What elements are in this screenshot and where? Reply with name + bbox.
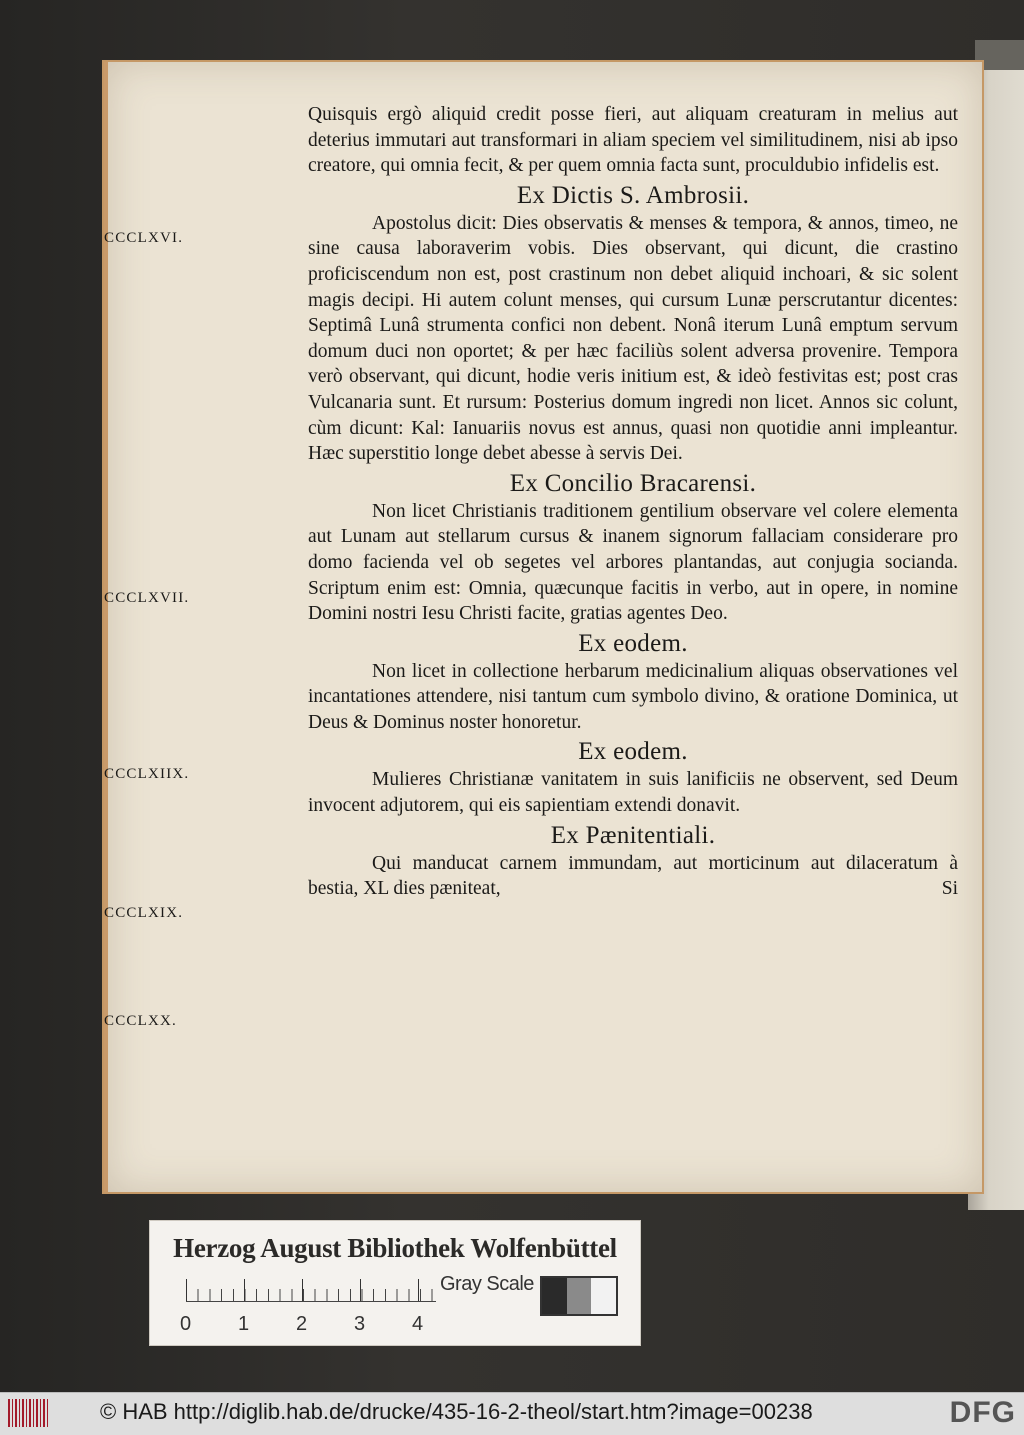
page-text — [308, 102, 958, 902]
dfg-logo: DFG — [949, 1396, 1016, 1429]
ruler-number-2: 2 — [296, 1313, 308, 1335]
margin-number-4: CCCLXIX. — [104, 905, 184, 921]
opening-paragraph: Quisquis ergò aliquid credit posse fieri, aut aliquam creaturam in melius aut deterius immutari aut transformari in aliam speciem vel similitudinem, nisi ab ipso creatore, qui omnia fecit, & per quem omnia facta sunt, proculdubio infidelis est. — [308, 104, 958, 177]
ruler-number-0: 0 — [180, 1313, 192, 1335]
measurement-ruler — [186, 1279, 436, 1302]
ruler-tick — [360, 1279, 361, 1301]
section-heading-5: Ex Pænitentiali. — [550, 821, 716, 849]
margin-number-1: CCCLXVI. — [104, 230, 184, 246]
viewer-footer — [0, 1392, 1024, 1435]
ruler-tick — [244, 1279, 245, 1301]
ruler-tick — [302, 1279, 303, 1301]
margin-number-3: CCCLXIIX. — [104, 766, 190, 782]
section-body-2: Non licet Christianis traditionem gentilium observare vel colere elementa aut Lunam aut stellarum cursus & inanem signorum fallaciam considerare pro domo facienda vel ob segetes vel arbores plantandas, aut conjugia socianda. Scriptum enim est: Omnia, quæcunque facitis in verbo, aut in opere, in nomine Domini nostri Iesu Christi facite, gratias agentes Deo. — [308, 500, 958, 625]
section-body-4: Mulieres Christianæ vanitatem in suis lanificiis ne observent, sed Deum invocent adjutorem, qui eis sapientiam extendi donavit. — [308, 769, 958, 817]
section-body-5 — [308, 851, 958, 902]
ruler-number-4: 4 — [412, 1313, 424, 1335]
source-url-link[interactable]: © HAB http://diglib.hab.de/drucke/435-16-2-theol/start.htm?image=00238 — [100, 1399, 813, 1424]
catchword: Si — [941, 878, 958, 900]
page-sheet-edge — [975, 40, 1024, 70]
ruler-tick — [418, 1279, 419, 1301]
margin-number-5: CCCLXX. — [104, 1013, 177, 1029]
margin-number-2: CCCLXVII. — [104, 590, 190, 606]
section-heading-4: Ex eodem. — [578, 738, 688, 766]
gray-scale-label: Gray Scale — [440, 1273, 534, 1295]
library-name: Herzog August Bibliothek Wolfenbüttel — [173, 1233, 617, 1263]
library-color-card — [149, 1220, 641, 1346]
book-page — [104, 62, 982, 1192]
section-heading-1: Ex Dictis S. Ambrosii. — [516, 181, 750, 209]
ruler-number-1: 1 — [238, 1313, 250, 1335]
section-heading-2: Ex Concilio Bracarensi. — [509, 469, 757, 497]
section-heading-3: Ex eodem. — [578, 629, 688, 657]
gray-swatch-dark — [542, 1278, 567, 1314]
gray-swatch-light — [591, 1278, 616, 1314]
section-body-1: Apostolus dicit: Dies observatis & menses & tempora, & annos, timeo, ne sine causa laboraverim vobis. Dies observant, qui dicunt, die crastino proficiscendum non est, post crastinum non debet aliquid inchoari, & sic solent magis decipi. Hi autem colunt menses, qui cursum Lunæ perscrutantur dicentes: Septimâ Lunâ strumenta confici non debent. Nonâ iterum Lunâ emptum servum domum duci non oportet; & per hæc faciliùs solent adversa provenire. Tempora verò observant, qui dicunt, hodie veris initium est, & ideò festivitas est; post cras Vulcanaria sunt. Et rursum: Posterius domum ingredi non licet. Annos sic colunt, cùm dicunt: Kal: Ianuariis novus est annus, quasi non quotidie anni impleantur. Hæc superstitio longe debet abesse à servis Dei. — [308, 212, 958, 465]
section-body-5-text: Qui manducat carnem immundam, aut morticinum aut dilaceratum à bestia, XL dies pæniteat, — [308, 852, 958, 900]
hab-barcode-logo — [8, 1399, 48, 1427]
gray-scale-swatches — [540, 1276, 618, 1316]
ruler-number-3: 3 — [354, 1313, 366, 1335]
gray-swatch-mid — [567, 1278, 592, 1314]
section-body-3: Non licet in collectione herbarum medicinalium aliquas observationes vel incantationes attendere, nisi tantum cum symbolo divino, & oratione Dominica, ut Deus & Dominus noster honoretur. — [308, 660, 958, 733]
ruler-tick — [186, 1279, 187, 1301]
